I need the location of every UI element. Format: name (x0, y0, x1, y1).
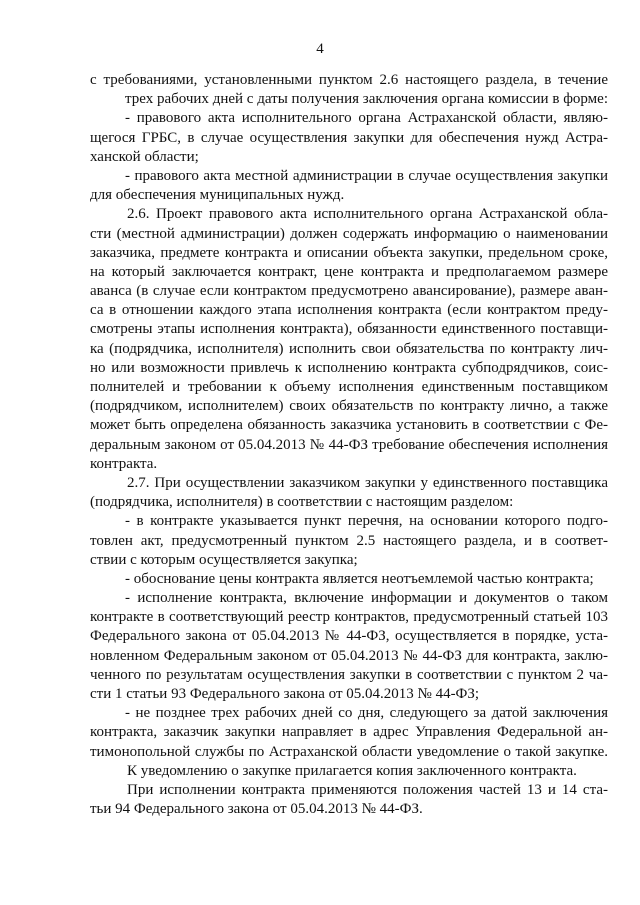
text-line: деральным законом от 05.04.2013 № 44-ФЗ требование обеспечения исполнения (90, 436, 608, 453)
text-line: 2.6. Проект правового акта исполнительного органа Астраханской обла- (127, 206, 608, 223)
text-line: - правового акта исполнительного органа Астраханской области, являю- (125, 110, 608, 127)
text-line: При исполнении контракта применяются положения частей 13 и 14 ста- (127, 781, 608, 798)
text-line: сти 1 статьи 93 Федерального закона от 05.04.2013 № 44-ФЗ; (90, 686, 480, 702)
text-line: на который заключается контракт, цене контракта и предполагаемом размере (90, 263, 608, 280)
text-line: заказчика, предмете контракта и описании объекта закупки, предельном сроке, (90, 244, 608, 261)
text-line: контракта. (90, 455, 158, 472)
text-line: аванса (в случае если контрактом предусмотрено авансирование), размере аван- (90, 283, 608, 300)
text-line: может быть определена обязанность заказчика установить в соответствии с Фе- (90, 417, 608, 434)
text-line: новленном Федеральным законом от 05.04.2013 № 44-ФЗ для контракта, заклю- (90, 647, 608, 664)
text-line: ченного по результатам осуществления закупки в соответствии с пунктом 2 ча- (90, 666, 608, 683)
text-line: для обеспечения муниципальных нужд. (90, 187, 345, 204)
text-line: са в отношении каждого этапа исполнения контракта (если контрактом преду- (90, 302, 608, 319)
text-line: - в контракте указывается пункт перечня, на основании которого подго- (125, 513, 608, 530)
text-line: ствии с которым осуществляется закупка; (90, 551, 358, 568)
text-line: контракте в соответствующий реестр контрактов, предусмотренный статьей 103 (90, 609, 608, 626)
text-line: - правового акта местной администрации в случае осуществления закупки (125, 167, 608, 184)
text-line: товлен акт, предусмотренный пунктом 2.5 настоящего раздела, и в соответ- (90, 532, 608, 549)
text-line: - обоснование цены контракта является неотъемлемой частью контракта; (125, 570, 594, 587)
document-body (90, 71, 608, 819)
text-line: трех рабочих дней с даты получения заключения органа комиссии в форме: (125, 91, 608, 108)
text-line: контракта, заказчик закупки направляет в адрес Управления Федеральной ан- (90, 724, 608, 741)
text-line: тьи 94 Федерального закона от 05.04.2013 № 44-ФЗ. (90, 801, 423, 818)
text-line: - исполнение контракта, включение информации и документов о таком (125, 590, 608, 607)
text-line: ханской области; (90, 148, 199, 165)
text-line: - не позднее трех рабочих дней со дня, следующего за датой заключения (125, 705, 608, 722)
text-line: Федерального закона от 05.04.2013 № 44-ФЗ, осуществляется в порядке, уста- (90, 628, 608, 645)
text-line: 2.7. При осуществлении заказчиком закупки у единственного поставщика (127, 474, 608, 491)
text-line: К уведомлению о закупке прилагается копия заключенного контракта. (127, 762, 577, 779)
text-line: смотрены этапы исполнения контракта), обязанности единственного поставщи- (90, 321, 608, 338)
text-line: (подрядчиком, исполнителем) своих обязательств по контракту лично, а также (90, 398, 608, 415)
text-line: с требованиями, установленными пунктом 2.6 настоящего раздела, в течение (90, 72, 608, 88)
text-line: но или возможности привлечь к исполнению контракта субподрядчиков, соис- (90, 359, 608, 376)
text-line: сти (местной администрации) должен содержать информацию о наименовании (90, 225, 608, 242)
text-line: тимонопольной службы по Астраханской области уведомление о такой закупке. (90, 743, 608, 760)
text-line: щегося ГРБС, в случае осуществления закупки для обеспечения нужд Астра- (90, 129, 608, 146)
text-line: (подрядчика, исполнителя) в соответствии с настоящим разделом: (90, 494, 514, 511)
text-line: ка (подрядчика, исполнителя) исполнить свои обязательства по контракту лич- (90, 340, 608, 357)
page-number: 4 (316, 41, 324, 57)
text-line: полнителей и требовании к объему исполнения единственным поставщиком (90, 379, 608, 395)
